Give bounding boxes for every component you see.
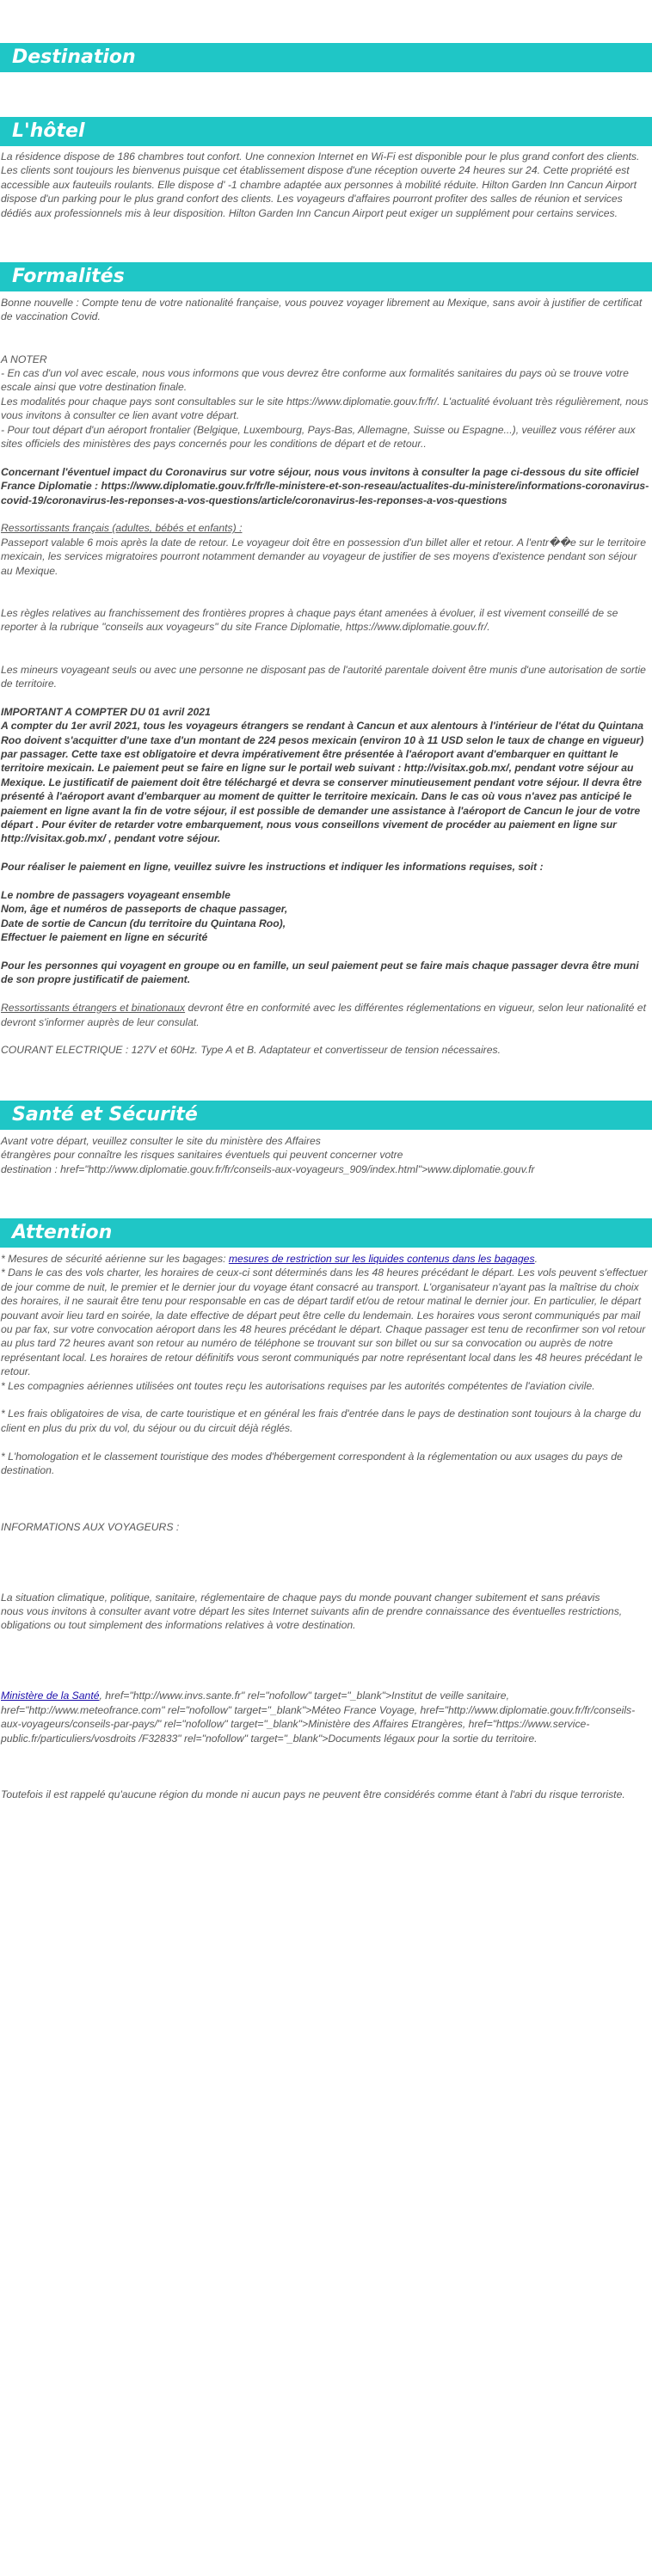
foreign-nationals-label: Ressortissants étrangers et binationaux	[1, 1002, 186, 1015]
traveler-info-title: INFORMATIONS AUX VOYAGEURS :	[1, 1520, 180, 1533]
sante-section	[0, 1134, 652, 1176]
charter-flights-note: * Dans le cas des vols charter, les horaires de ceux-ci sont déterminés dans les 48 heures précédant le départ. Les vols peuvent s'effectuer de jour comme de nuit, le premier et le dernier jour du voyage étant consacré au transport. L'organisateur n'ayant pas la maîtrise du choix des horaires, il ne saurait être tenu pour responsable en cas de départ tardif et/ou de retour matinal le dernier jour. En particulier, le départ pouvant avoir lieu tard en soirée, la date effective de départ peut être celle du lendemain. Les horaires vous seront communiqués par mail ou par fax, sur votre convocation aéroport dans les 48 heures précédant le départ. Chaque passager est tenu de reconfirmer son vol retour au plus tard 72 heures avant son retour au numéro de téléphone se trouvant sur son billet ou sur sa convocation ou auprès de notre représentant local. Les horaires de retour définitifs vous seront communiqués par notre représentant local dans les 48 heures précédant le retour.	[1, 1267, 648, 1378]
visa-fees-note: * Les frais obligatoires de visa, de carte touristique et en général les frais d'entrée dans le pays de destination sont toujours à la charge du client en plus du prix du vol, du séjour ou du circuit déjà réglés.	[1, 1408, 642, 1434]
attention-section	[0, 1252, 652, 1802]
baggage-security-suffix: .	[534, 1253, 538, 1266]
useful-links	[1, 1689, 650, 1745]
sante-line-3: destination : href="http://www.diplomatie.gouv.fr/fr/conseils-aux-voyageurs_909/index.html">www.diplomatie.gouv.fr	[1, 1162, 535, 1175]
payment-step-1: Le nombre de passagers voyageant ensemble	[1, 888, 231, 901]
payment-step-2: Nom, âge et numéros de passeports de chaque passager,	[1, 903, 288, 916]
minors-rule: Les mineurs voyageant seuls ou avec une personne ne disposant pas de l'autorité parentale doivent être munis d'une autorisation de sortie de territoire.	[1, 663, 646, 690]
a-noter-title: A NOTER	[1, 353, 47, 365]
liquids-restriction-link[interactable]: mesures de restriction sur les liquides contenus dans les bagages	[228, 1253, 535, 1266]
group-payment-note: Pour les personnes qui voyagent en groupe ou en famille, un seul paiement peut se faire mais chaque passager devra être muni de son propre justificatif de paiement.	[1, 959, 639, 986]
a-noter-stopover: - En cas d'un vol avec escale, nous vous informons que vous devrez être conforme aux formalités sanitaires du pays où se trouve votre escale ainsi que votre destination finale.	[1, 367, 629, 394]
sante-line-1: Avant votre départ, veuillez consulter le site du ministère des Affaires	[1, 1134, 321, 1147]
baggage-security	[1, 1252, 650, 1266]
hotel-heading: L'hôtel	[0, 117, 652, 146]
formalites-section	[0, 296, 652, 1058]
a-noter-modalities: Les modalités pour chaque pays sont consultables sur le site https://www.diplomatie.gouv.fr/fr/. L'actualité évoluant très régulièrement, nous vous invitons à consulter ce lien avant votre départ.	[1, 395, 649, 422]
payment-step-4: Effectuer le paiement en ligne en sécurité	[1, 931, 208, 944]
electric-current: COURANT ELECTRIQUE : 127V et 60Hz. Type A et B. Adaptateur et convertisseur de tension nécessaires.	[1, 1044, 501, 1057]
foreign-nationals-text: devront être en conformité avec les différentes réglementations en vigueur, selon leur nationalité et devront s'informer auprès de leur consulat.	[1, 1002, 646, 1028]
border-rules: Les règles relatives au franchissement des frontières propres à chaque pays étant amenées à évoluer, il est vivement conseillé de se reporter à la rubrique "conseils aux voyageurs" du site France Diplomatie, https://www.diplomatie.gouv.fr/.	[1, 606, 618, 634]
a-noter-border-airport: - Pour tout départ d'un aéroport frontalier (Belgique, Luxembourg, Pays-Bas, Allemagne, Suisse ou Espagne...), veuillez vous référer aux sites officiels des ministères des pays concernés pour les conditions de départ et de retour..	[1, 423, 636, 451]
foreign-nationals	[1, 1001, 650, 1029]
health-ministry-link[interactable]: Ministère de la Santé	[1, 1690, 100, 1702]
visitax-notice: A compter du 1er avril 2021, tous les voyageurs étrangers se rendant à Cancun et aux alentours à l'intérieur de l'état du Quintana Roo doivent s'acquitter d'une taxe d'un montant de 224 pesos mexicain (environ 10 à 11 USD selon le taux de change en vigueur) par passager. Cette taxe est obligatoire et devra impérativement être présentée à l'aéroport avant d'embarquer en quittant le territoire mexicain. Le paiement peut se faire en ligne sur le portail web suivant : http://visitax.gob.mx/, pendant votre séjour au Mexique. Le justificatif de paiement doit être téléchargé et devra se conserver minutieusement pendant votre séjour. Il devra être présenté à l'aéroport avant d'embarquer au moment de quitter le territoire mexicain. Dans le cas où vous n'avez pas anticipé le paiement en ligne avant la fin de votre séjour, il est possible de demander une assistance à l'aéroport de Cancun le jour de votre départ . Pour éviter de retarder votre embarquement, nous vous conseillons vivement de procéder au paiement en ligne sur http://visitax.gob.mx/ , pendant votre séjour.	[1, 720, 644, 845]
hotel-description: La résidence dispose de 186 chambres tout confort. Une connexion Internet en Wi-Fi est disponible pour le plus grand confort des clients. Les clients sont toujours les bienvenus puisque cet établissement dispose d'une réception ouverte 24 heures sur 24. Cette propriété est accessible aux fauteuils roulants. Elle dispose d' -1 chambre adaptée aux personnes à mobilité réduite. Hilton Garden Inn Cancun Airport dispose d'un parking pour le plus grand confort des clients. Les voyageurs d'affaires pourront profiter des salles de réunion et services dédiés aux professionnels mis à leur disposition. Hilton Garden Inn Cancun Airport peut exiger un supplément pour certains services.	[1, 150, 640, 219]
passport-requirement: Passeport valable 6 mois après la date de retour. Le voyageur doit être en possession d'un billet aller et retour. A l'entr��e sur le territoire mexicain, les services migratoires pourront notamment demander au voyageur de justifier de ses moyens d'existence pendant son séjour au Mexique.	[1, 536, 646, 577]
baggage-security-prefix: * Mesures de sécurité aérienne sur les bagages:	[1, 1253, 229, 1266]
sante-line-2: étrangères pour connaître les risques sanitaires éventuels qui peuvent concerner votre	[1, 1149, 403, 1162]
hotel-section	[0, 150, 652, 220]
payment-step-3: Date de sortie de Cancun (du territoire du Quintana Roo),	[1, 917, 286, 929]
consult-sites-note: nous vous invitons à consulter avant votre départ les sites Internet suivants afin de prendre connaissance des éventuelles restrictions, obligations ou tout simplement des informations relatives à votre destination.	[1, 1605, 623, 1632]
accommodation-rating-note: * L'homologation et le classement touristique des modes d'hébergement correspondent à la réglementation ou aux usages du pays de destination.	[1, 1450, 623, 1477]
destination-heading: Destination	[0, 43, 652, 72]
sante-heading: Santé et Sécurité	[0, 1101, 652, 1130]
payment-instructions: Pour réaliser le paiement en ligne, veuillez suivre les instructions et indiquer les informations requises, soit :	[1, 861, 544, 874]
airlines-authorization: * Les compagnies aériennes utilisées ont toutes reçu les autorisations requises par les autorités compétentes de l'aviation civile.	[1, 1379, 595, 1392]
useful-links-text: , href="http://www.invs.sante.fr" rel="nofollow" target="_blank">Institut de veille sanitaire, href="http://www.meteofrance.com" rel="nofollow" target="_blank">Méteo France Voyage, href="http://www.diplomatie.gouv.fr/fr/conseils-aux-voyageurs/conseils-par-pays/" rel="nofollow" target="_blank">Ministère des Affaires Etrangères, href="https://www.service-public.fr/particuliers/vosdroits /F32833" rel="nofollow" target="_blank">Documents légaux pour la sortie du territoire.	[1, 1690, 636, 1745]
attention-heading: Attention	[0, 1218, 652, 1248]
important-title: IMPORTANT A COMPTER DU 01 avril 2021	[1, 705, 211, 718]
terrorism-risk-note: Toutefois il est rappelé qu'aucune région du monde ni aucun pays ne peuvent être considérés comme étant à l'abri du risque terroriste.	[1, 1788, 625, 1801]
formalites-heading: Formalités	[0, 262, 652, 291]
covid-notice: Bonne nouvelle : Compte tenu de votre nationalité française, vous pouvez voyager librement au Mexique, sans avoir à justifier de certificat de vaccination Covid.	[1, 297, 643, 323]
french-nationals-heading: Ressortissants français (adultes, bébés et enfants) :	[1, 522, 243, 535]
situation-warning: La situation climatique, politique, sanitaire, réglementaire de chaque pays du monde pouvant changer subitement et sans préavis	[1, 1591, 600, 1604]
coronavirus-impact: Concernant l'éventuel impact du Coronavirus sur votre séjour, nous vous invitons à consulter la page ci-dessous du site officiel France Diplomatie : https://www.diplomatie.gouv.fr/fr/le-ministere-et-son-reseau/actualites-du-ministere/informations-coronavirus-covid-19/coronavirus-les-reponses-a-vos-questions/article/coronavirus-les-reponses-a-vos-questions	[1, 465, 649, 506]
